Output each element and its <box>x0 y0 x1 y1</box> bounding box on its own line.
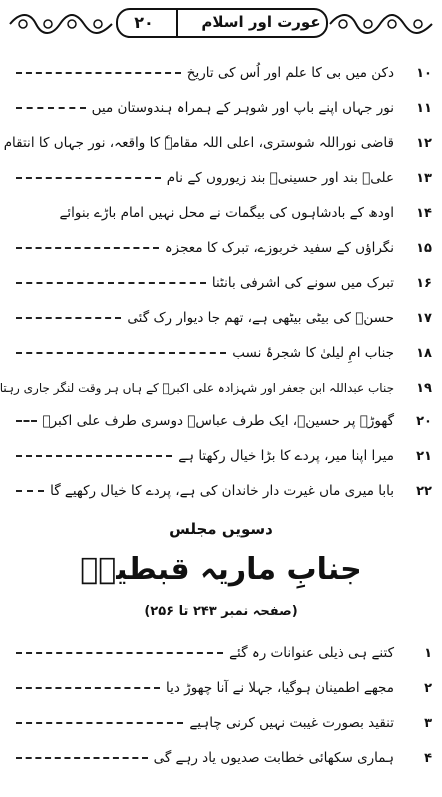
list-item <box>12 200 432 226</box>
item-number: ۱۴ <box>416 205 432 221</box>
item-number: ۱۲ <box>416 135 432 151</box>
leader-dashes <box>16 757 148 759</box>
item-number: ۱۵ <box>416 240 432 256</box>
list-item <box>12 408 432 434</box>
item-text: میرا اپنا میر، پردے کا بڑا خیال رکھتا ہے <box>178 448 394 464</box>
item-text: قاضی نوراللہ شوستری، اعلی اللہ مقامہٗ کا واقعہ، نور جہاں کا انتقام <box>3 135 394 151</box>
item-number: ۲۱ <box>416 448 432 464</box>
item-text: نگراؤں کے سفید خربوزے، تبرک کا معجزہ <box>164 240 394 256</box>
leader-dashes <box>16 107 86 109</box>
item-text: گھوڑے پر حسینؑ، ایک طرف عباسؑ دوسری طرف علی اکبرؑ <box>42 413 394 429</box>
item-text: نور جہاں اپنے باپ اور شوہر کے ہمراہ ہندوستان میں <box>91 100 394 116</box>
section-title: جنابِ ماریہ قبطیہؑ <box>80 552 362 587</box>
item-text: حسنؑ کی بیٹی بیٹھی ہے، تھم جا دیوار رک گئی <box>127 310 394 326</box>
item-number: ۱۳ <box>416 170 432 186</box>
leader-dashes <box>16 652 223 654</box>
leader-dashes <box>16 352 226 354</box>
list-item <box>12 235 432 261</box>
list-item <box>12 640 432 666</box>
item-text: کتنے ہی ذیلی عنوانات رہ گئے <box>229 645 394 661</box>
leader-dashes <box>16 72 181 74</box>
item-number: ۲۲ <box>416 483 432 499</box>
leader-dashes <box>16 282 206 284</box>
item-text: جناب عبداللہ ابن جعفر اور شہزادہ علی اکبرؑ کے ہاں ہر وقت لنگر جاری رہتا <box>0 381 394 395</box>
item-number: ۱۰ <box>416 65 432 81</box>
majlis-heading: دسویں مجلس <box>169 520 273 538</box>
list-item <box>12 478 432 504</box>
header-divider <box>176 10 178 36</box>
item-number: ۲ <box>424 680 432 696</box>
item-text: بابا میری ماں غیرت دار خاندان کی ہے، پردے کا خیال رکھیے گا <box>50 483 394 499</box>
leader-dashes <box>16 687 160 689</box>
item-number: ۱۱ <box>416 100 432 116</box>
item-number: ۱ <box>424 645 432 661</box>
list-item <box>12 710 432 736</box>
item-number: ۱۹ <box>416 380 432 396</box>
list-item <box>12 165 432 191</box>
list-item <box>12 340 432 366</box>
list-item <box>12 305 432 331</box>
list-item <box>12 443 432 469</box>
list-item <box>0 375 432 401</box>
leader-dashes <box>16 490 44 492</box>
item-number: ۴ <box>424 750 432 766</box>
list-item <box>12 745 432 771</box>
leader-dashes <box>16 177 161 179</box>
item-text: تبرک میں سونے کی اشرفی بانٹنا <box>211 275 394 291</box>
item-text: تنقید بصورت غیبت نہیں کرنی چاہیے <box>189 715 394 731</box>
item-number: ۱۶ <box>416 275 432 291</box>
leader-dashes <box>16 455 172 457</box>
item-text: اودھ کے بادشاہوں کی بیگمات نے محل نہیں امام باڑے بنوائے <box>59 205 394 221</box>
item-number: ۲۰ <box>416 413 432 429</box>
item-text: علیؑ بند اور حسینیؑ بند زیوروں کے نام <box>166 170 394 186</box>
item-text: دکن میں بی کا علم اور اُس کی تاریخ <box>186 65 394 81</box>
list-item <box>12 270 432 296</box>
item-text: ہماری سکھائی خطابت صدیوں یاد رہے گی <box>153 750 394 766</box>
leader-dashes <box>16 722 183 724</box>
book-title: عورت اور اسلام <box>201 13 321 31</box>
leader-dashes <box>16 247 159 249</box>
list-item <box>12 95 432 121</box>
item-number: ۱۸ <box>416 345 432 361</box>
floral-ornament-right <box>326 10 436 38</box>
item-text: مجھے اطمینان ہوگیا، جہلا نے آنا چھوڑ دیا <box>166 680 394 696</box>
list-item <box>12 675 432 701</box>
floral-ornament-left <box>6 10 116 38</box>
page-header <box>6 6 436 42</box>
leader-dashes <box>16 420 37 422</box>
page-range: (صفحہ نمبر ۲۴۳ تا ۲۵۶) <box>144 604 298 619</box>
list-item <box>12 60 432 86</box>
list-item <box>3 130 432 156</box>
page-number: ۲۰ <box>134 13 154 32</box>
item-text: جناب امِ لیلیٰ کا شجرۂ نسب <box>232 345 394 361</box>
item-number: ۱۷ <box>416 310 432 326</box>
item-number: ۳ <box>424 715 432 731</box>
leader-dashes <box>16 317 121 319</box>
